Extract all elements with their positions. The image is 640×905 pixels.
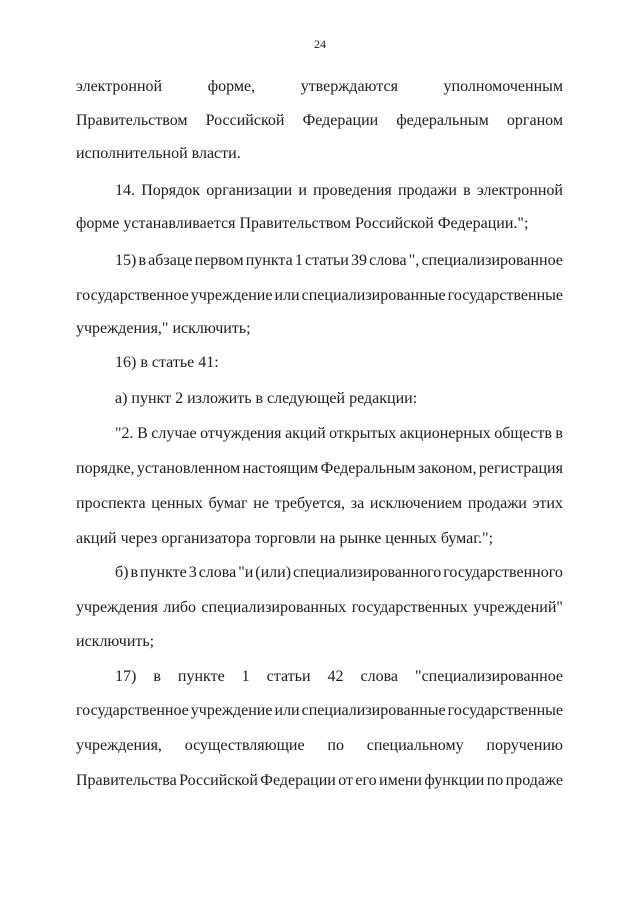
word: специализированные (301, 287, 446, 304)
word: 3 (188, 564, 197, 581)
word: 1 (294, 252, 303, 269)
word: установленном (136, 460, 241, 477)
word: органом (506, 112, 563, 129)
word: государственные (447, 702, 563, 719)
word: (или) (255, 564, 292, 581)
word: продажи (467, 495, 527, 512)
word: специализированного (292, 564, 442, 581)
word: его (355, 772, 377, 789)
word: специальному (366, 737, 464, 754)
word: проведения (313, 182, 392, 199)
word: государственного (443, 564, 563, 581)
quoted-paragraph-line (115, 424, 563, 444)
word: настоящим (242, 460, 319, 477)
word: ценных (151, 495, 203, 512)
word: по (327, 737, 344, 754)
word: либо (163, 599, 197, 616)
text-line: учреждения," исключить; (76, 320, 251, 337)
word: Порядок (141, 182, 201, 199)
word: за (350, 495, 365, 512)
word: учреждение (190, 287, 273, 304)
paragraph-15-line (115, 251, 563, 271)
word: имени (379, 772, 422, 789)
text-line (76, 701, 563, 721)
word: Федерации (260, 772, 336, 789)
word: порядке, (76, 460, 135, 477)
text-line: акций через организатора торговли на рынке ценных бумаг."; (76, 530, 494, 547)
text-line (76, 111, 563, 131)
word: в (130, 564, 138, 581)
word: федеральным (396, 112, 489, 129)
word: 42 (327, 668, 344, 685)
word: специализированное (421, 252, 563, 269)
text-line: исполнительной власти. (76, 145, 241, 162)
word: акций (285, 425, 326, 442)
word: 14. (115, 182, 135, 199)
word: слова (198, 564, 237, 581)
word: слова (360, 668, 399, 685)
word: продаже (505, 772, 563, 789)
word: от (338, 772, 354, 789)
word: Правительством (76, 112, 188, 129)
word: продажи (397, 182, 457, 199)
text-line (76, 736, 563, 756)
subparagraph-b-line (115, 563, 563, 583)
word: 15) (115, 252, 137, 269)
word: и (298, 182, 307, 199)
word: "2. (115, 425, 134, 442)
word: учреждений" (473, 599, 563, 616)
word: пункте (139, 564, 187, 581)
word: учреждения, (76, 737, 162, 754)
word: бумаг (208, 495, 248, 512)
word: 39 (350, 252, 367, 269)
word: Российской (179, 772, 258, 789)
word: учреждения (76, 599, 158, 616)
text-line: исключить; (76, 633, 155, 650)
word: Федеральным (320, 460, 416, 477)
word: в (153, 668, 161, 685)
word: статьи (304, 252, 349, 269)
page-number: 24 (314, 37, 326, 51)
text-line (76, 494, 563, 514)
word: утверждаются (300, 78, 398, 95)
word: случае (151, 425, 197, 442)
paragraph-17-line (115, 667, 563, 687)
word: в (463, 182, 471, 199)
paragraph-16-line: 16) в статье 41: (115, 354, 219, 371)
word: пункте (177, 668, 225, 685)
word: пункта (245, 252, 293, 269)
word: исключением (369, 495, 463, 512)
word: в (555, 425, 563, 442)
word: государственные (447, 287, 563, 304)
word: обществ (494, 425, 552, 442)
word: электронной (476, 182, 563, 199)
word: этих (532, 495, 563, 512)
word: отчуждения (200, 425, 282, 442)
word: поручению (486, 737, 563, 754)
word: статьи (266, 668, 311, 685)
word: 1 (241, 668, 250, 685)
word: Российской (205, 112, 285, 129)
text-line (76, 598, 563, 618)
subparagraph-a-line: а) пункт 2 изложить в следующей редакции: (115, 390, 418, 407)
word: Федерации (302, 112, 379, 129)
word: В (137, 425, 148, 442)
word: "и (238, 564, 254, 581)
word: акционерных (399, 425, 491, 442)
word: Правительства (76, 772, 177, 789)
word: абзаце (148, 252, 193, 269)
text-line (76, 77, 563, 97)
word: в (138, 252, 147, 269)
word: государственное (76, 702, 189, 719)
word: проспекта (76, 495, 146, 512)
word: законом, (417, 460, 477, 477)
word: осуществляющие (184, 737, 305, 754)
text-line (76, 459, 563, 479)
word: "специализированное (415, 668, 563, 685)
word: ", (408, 252, 420, 269)
text-line: форме устанавливается Правительством Российской Федерации."; (76, 215, 529, 232)
word: по (486, 772, 504, 789)
word: или (274, 287, 300, 304)
word: специализированные (301, 702, 446, 719)
word: организации (206, 182, 293, 199)
word: слова (369, 252, 407, 269)
word: регистрация (478, 460, 563, 477)
word: 17) (115, 668, 137, 685)
word: государственное (76, 287, 189, 304)
word: не (253, 495, 269, 512)
word: первом (194, 252, 244, 269)
word: государственных (351, 599, 468, 616)
word: специализированных (201, 599, 347, 616)
paragraph-14-line (115, 181, 563, 201)
word: б) (115, 564, 129, 581)
word: открытых (329, 425, 397, 442)
word: функции (424, 772, 485, 789)
text-line (76, 286, 563, 306)
word: электронной (76, 78, 163, 95)
text-line (76, 771, 563, 791)
word: уполномоченным (443, 78, 563, 95)
word: требуется, (274, 495, 346, 512)
word: учреждение (190, 702, 273, 719)
word: форме, (207, 78, 256, 95)
word: или (274, 702, 300, 719)
